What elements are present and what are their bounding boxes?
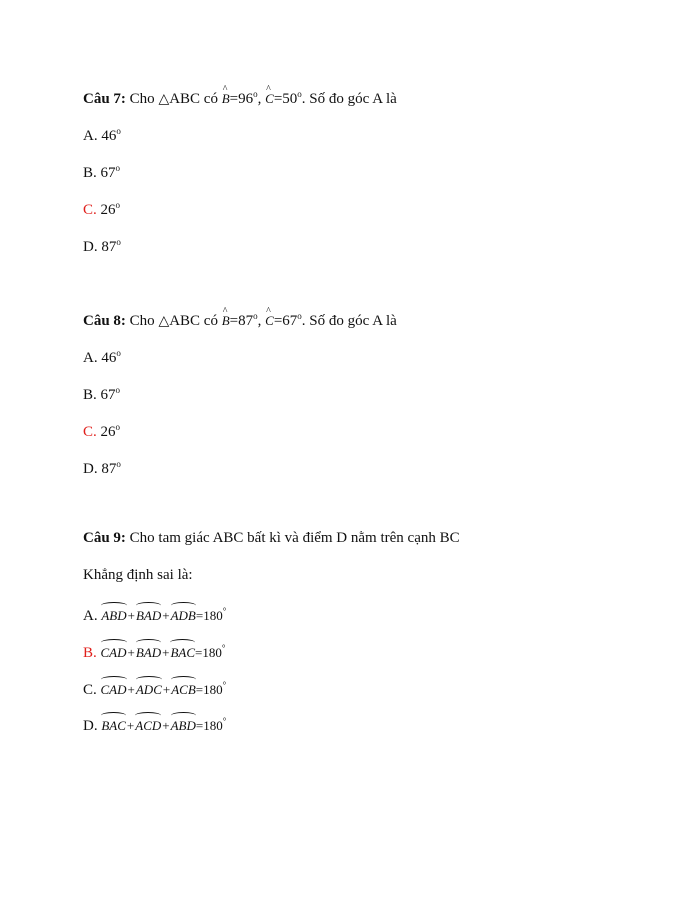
q7-stem	[83, 84, 397, 110]
plus-sign: +	[162, 645, 170, 660]
q7-angle-b: ^ B	[222, 89, 230, 109]
option-value: 87	[97, 239, 117, 255]
option-letter-correct: C.	[83, 424, 97, 440]
q8-label: Câu 8:	[83, 313, 126, 329]
degree-sup: o	[297, 89, 302, 99]
option-value: 26	[96, 424, 116, 440]
q8-text-b: ABC có	[169, 313, 222, 329]
degree-sup: o	[253, 89, 258, 99]
angle-term: ADB	[171, 604, 196, 626]
q7-comma: ,	[257, 91, 266, 107]
angle-term: ABD	[101, 604, 126, 626]
q8-val-b: =87	[229, 313, 254, 329]
option-letter: B.	[83, 387, 97, 403]
angle-term: ABD	[171, 714, 196, 736]
q7-option-d[interactable]	[83, 232, 121, 257]
degree-sup: °	[222, 606, 227, 616]
q9-option-b[interactable]	[83, 638, 226, 663]
q7-text-b: ABC có	[169, 91, 222, 107]
option-letter-correct: B.	[83, 645, 97, 661]
option-value: 46	[97, 350, 117, 366]
q7-angle-c: ^ C	[265, 89, 274, 109]
q9-stem	[83, 528, 460, 548]
option-letter: A.	[83, 128, 98, 144]
q7-val-b: =96	[229, 91, 254, 107]
angle-term: BAD	[136, 604, 161, 626]
option-letter: B.	[83, 165, 97, 181]
q7-text-a: Cho	[125, 91, 159, 107]
option-value: 26	[96, 202, 116, 218]
q8-option-b[interactable]	[83, 380, 120, 405]
equals-180: =180	[195, 718, 223, 733]
degree-sup: °	[222, 680, 227, 690]
option-letter: D.	[83, 718, 98, 734]
degree-sup: o	[115, 385, 121, 395]
degree-sup: o	[115, 200, 121, 210]
q9-text: Cho tam giác ABC bất kì và điểm D nằm trên cạnh BC	[125, 530, 460, 546]
q7-label: Câu 7:	[83, 91, 126, 107]
q9-option-d[interactable]	[83, 711, 226, 736]
degree-sup: °	[221, 643, 226, 653]
angle-term: CAD	[101, 678, 127, 700]
degree-sup: o	[115, 163, 121, 173]
option-letter: A.	[83, 608, 98, 624]
plus-sign: +	[127, 645, 135, 660]
q8-option-d[interactable]	[83, 454, 121, 479]
q8-comma: ,	[257, 313, 266, 329]
q8-angle-b: ^ B	[222, 311, 230, 331]
plus-sign: +	[162, 682, 171, 697]
q9-prompt: Khẳng định sai là:	[83, 567, 193, 583]
equals-180: =180	[195, 682, 223, 697]
angle-term: ACD	[135, 714, 161, 736]
angle-term: BAC	[170, 641, 195, 663]
equals-180: =180	[195, 645, 222, 660]
q7-option-c[interactable]	[83, 195, 120, 220]
q9-option-c[interactable]	[83, 675, 226, 700]
triangle-icon: △	[158, 314, 170, 329]
q8-text-c: . Số đo góc A là	[301, 313, 397, 329]
q8-stem	[83, 306, 397, 332]
plus-sign: +	[126, 718, 135, 733]
plus-sign: +	[127, 682, 135, 697]
degree-sup: o	[253, 311, 258, 321]
q9-option-a[interactable]	[83, 601, 226, 626]
plus-sign: +	[127, 608, 135, 623]
degree-sup: o	[115, 422, 121, 432]
degree-sup: o	[116, 126, 121, 136]
q9-label: Câu 9:	[83, 530, 126, 546]
option-value: 67	[96, 165, 116, 181]
option-value: 67	[96, 387, 116, 403]
angle-term: CAD	[101, 641, 127, 663]
plus-sign: +	[162, 608, 170, 623]
angle-term: ACB	[171, 678, 196, 700]
option-letter: A.	[83, 350, 98, 366]
q8-text-a: Cho	[125, 313, 159, 329]
q8-option-a[interactable]	[83, 343, 121, 368]
plus-sign: +	[162, 718, 170, 733]
degree-sup: °	[222, 716, 227, 726]
option-letter: D.	[83, 239, 98, 255]
q7-option-a[interactable]	[83, 121, 121, 146]
equals-180: =180	[195, 608, 223, 623]
degree-sup: o	[116, 348, 121, 358]
q7-text-c: . Số đo góc A là	[301, 91, 397, 107]
angle-term: ADC	[136, 678, 162, 700]
option-letter: D.	[83, 461, 98, 477]
angle-term: BAD	[136, 641, 161, 663]
q8-angle-c: ^ C	[265, 311, 274, 331]
degree-sup: o	[297, 311, 302, 321]
q8-option-c[interactable]	[83, 417, 120, 442]
degree-sup: o	[116, 237, 121, 247]
degree-sup: o	[116, 459, 121, 469]
angle-term: BAC	[101, 714, 126, 736]
q7-val-c: =50	[273, 91, 298, 107]
q8-val-c: =67	[273, 313, 298, 329]
option-letter-correct: C.	[83, 202, 97, 218]
option-value: 46	[97, 128, 117, 144]
option-value: 87	[97, 461, 117, 477]
q7-option-b[interactable]	[83, 158, 120, 183]
option-letter: C.	[83, 682, 97, 698]
triangle-icon: △	[158, 92, 170, 107]
